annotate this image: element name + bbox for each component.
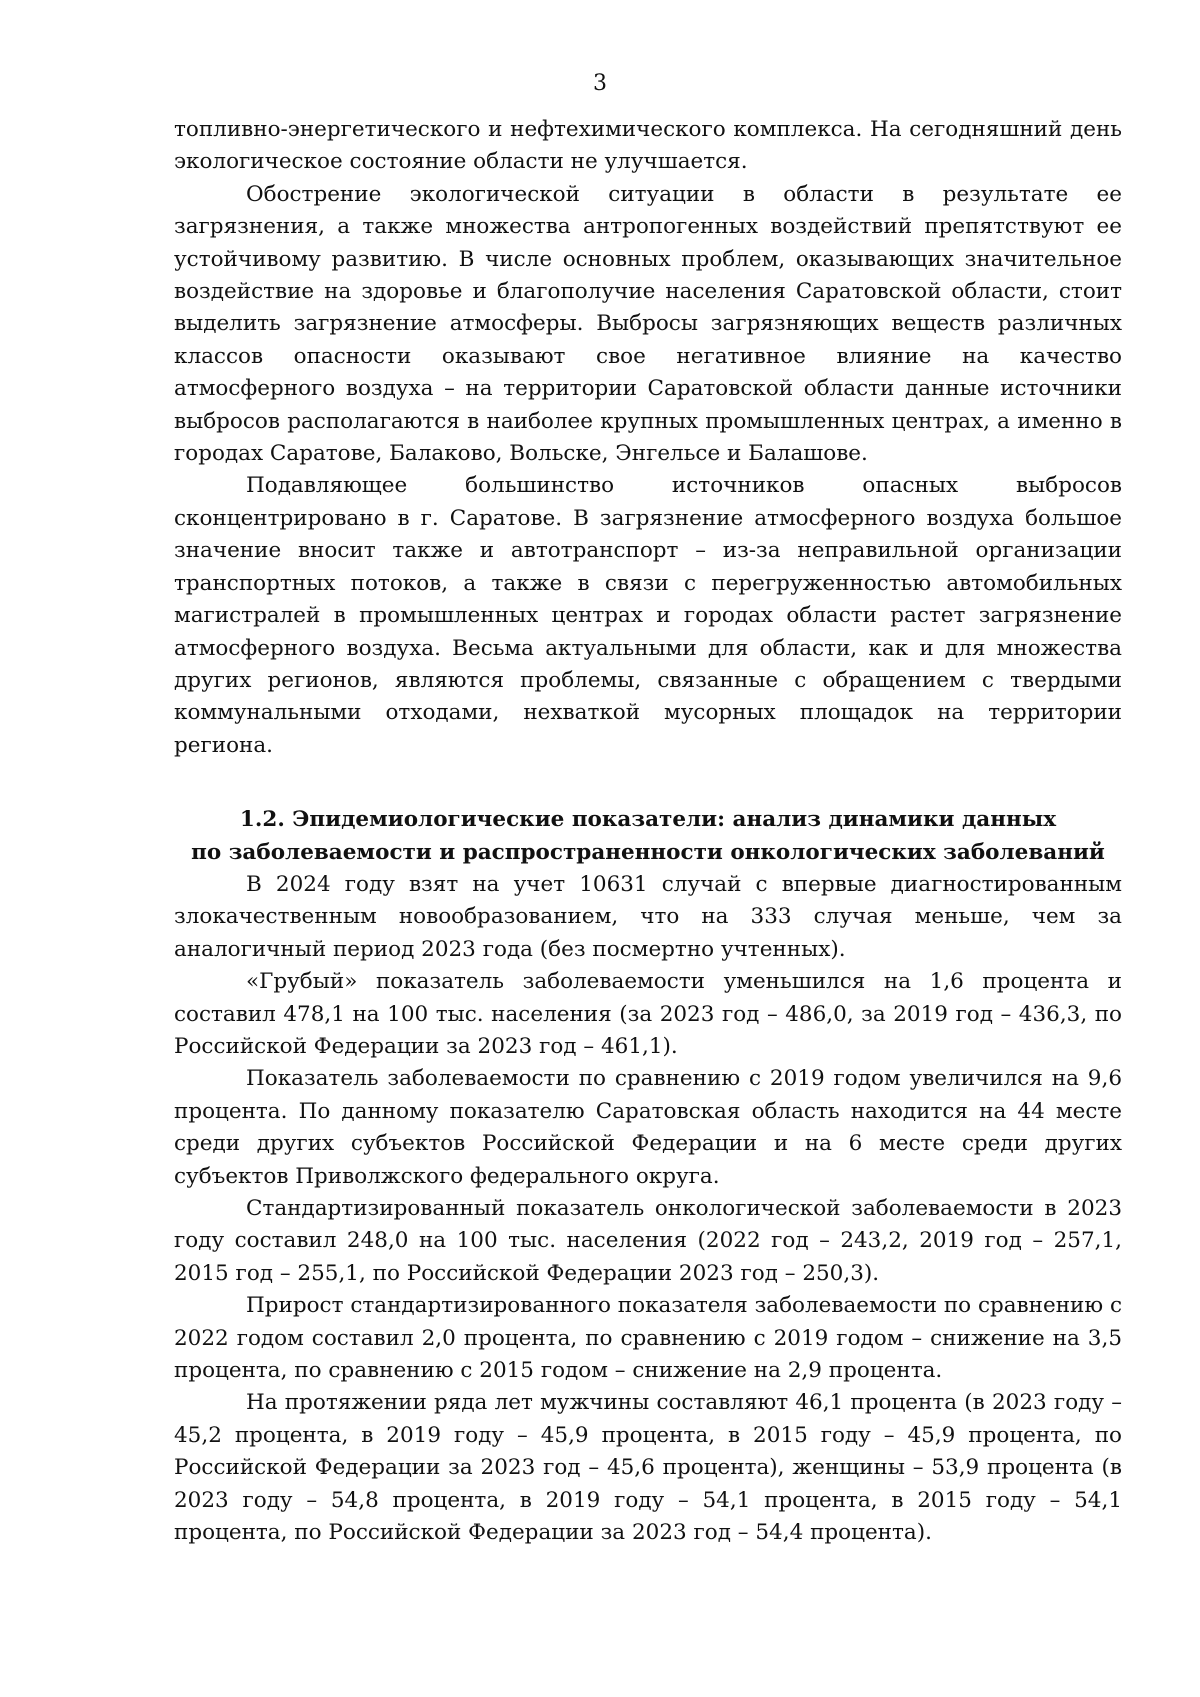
- section-heading: [174, 804, 1122, 869]
- page-number: 3: [593, 71, 607, 96]
- paragraph-standardized-rate: Стандартизированный показатель онкологической заболеваемости в 2023 году составил 248,0 на 100 тыс. населения (2022 год – 243,2, 2019 год – 257,1, 2015 год – 255,1, по Российской Федерации 2023 год – 250,3).: [174, 1196, 1122, 1286]
- paragraph-ecology-situation: Обострение экологической ситуации в области в результате ее загрязнения, а также множества антропогенных воздействий препятствуют ее устойчивому развитию. В числе основных проблем, оказывающих значительное воздействие на здоровье и благополучие населения Саратовской области, стоит выделить загрязнение атмосферы. Выбросы загрязняющих веществ различных классов опасности оказывают свое негативное влияние на качество атмосферного воздуха – на территории Саратовской области данные источники выбросов располагаются в наиболее крупных промышленных центрах, а именно в городах Саратове, Балаково, Вольске, Энгельсе и Балашове.: [174, 181, 1122, 467]
- section-heading-line-1: 1.2. Эпидемиологические показатели: анализ динамики данных: [239, 807, 1057, 833]
- page-content: [174, 114, 1122, 1549]
- paragraph-rate-ranking: Показатель заболеваемости по сравнению с 2019 годом увеличился на 9,6 процента. По данному показателю Саратовская область находится на 44 месте среди других субъектов Российской Федерации и на 6 месте среди других субъектов Приволжского федерального округа.: [174, 1066, 1122, 1189]
- paragraph-crude-rate: «Грубый» показатель заболеваемости уменьшился на 1,6 процента и составил 478,1 на 100 тыс. населения (за 2023 год – 486,0, за 2019 год – 436,3, по Российской Федерации за 2023 год – 461,1).: [174, 969, 1122, 1059]
- paragraph-gender-distribution: На протяжении ряда лет мужчины составляют 46,1 процента (в 2023 году – 45,2 процента, в 2019 году – 45,9 процента, в 2015 году – 45,9 процента, по Российской Федерации за 2023 год – 45,6 процента), женщины – 53,9 процента (в 2023 году – 54,8 процента, в 2019 году – 54,1 процента, в 2015 году – 54,1 процента, по Российской Федерации за 2023 год – 54,4 процента).: [174, 1390, 1122, 1546]
- section-heading-line-2: по заболеваемости и распространенности онкологических заболеваний: [191, 839, 1105, 865]
- paragraph-emission-sources: Подавляющее большинство источников опасных выбросов сконцентрировано в г. Саратове. В загрязнение атмосферного воздуха большое значение вносит также и автотранспорт – из-за неправильной организации транспортных потоков, а также в связи с перегруженностью автомобильных магистралей в промышленных центрах и городах области растет загрязнение атмосферного воздуха. Весьма актуальными для области, как и для множества других регионов, являются проблемы, связанные с обращением с твердыми коммунальными отходами, нехваткой мусорных площадок на территории региона.: [174, 473, 1122, 758]
- paragraph-new-cases: В 2024 году взят на учет 10631 случай с впервые диагностированным злокачественным новообразованием, что на 333 случая меньше, чем за аналогичный период 2023 года (без посмертно учтенных).: [174, 871, 1122, 962]
- paragraph-continuation: топливно-энергетического и нефтехимического комплекса. На сегодняшний день экологическое состояние области не улучшается.: [174, 117, 1122, 175]
- paragraph-standardized-growth: Прирост стандартизированного показателя заболеваемости по сравнению с 2022 годом составил 2,0 процента, по сравнению с 2019 годом – снижение на 3,5 процента, по сравнению с 2015 годом – снижение на 2,9 процента.: [174, 1293, 1122, 1384]
